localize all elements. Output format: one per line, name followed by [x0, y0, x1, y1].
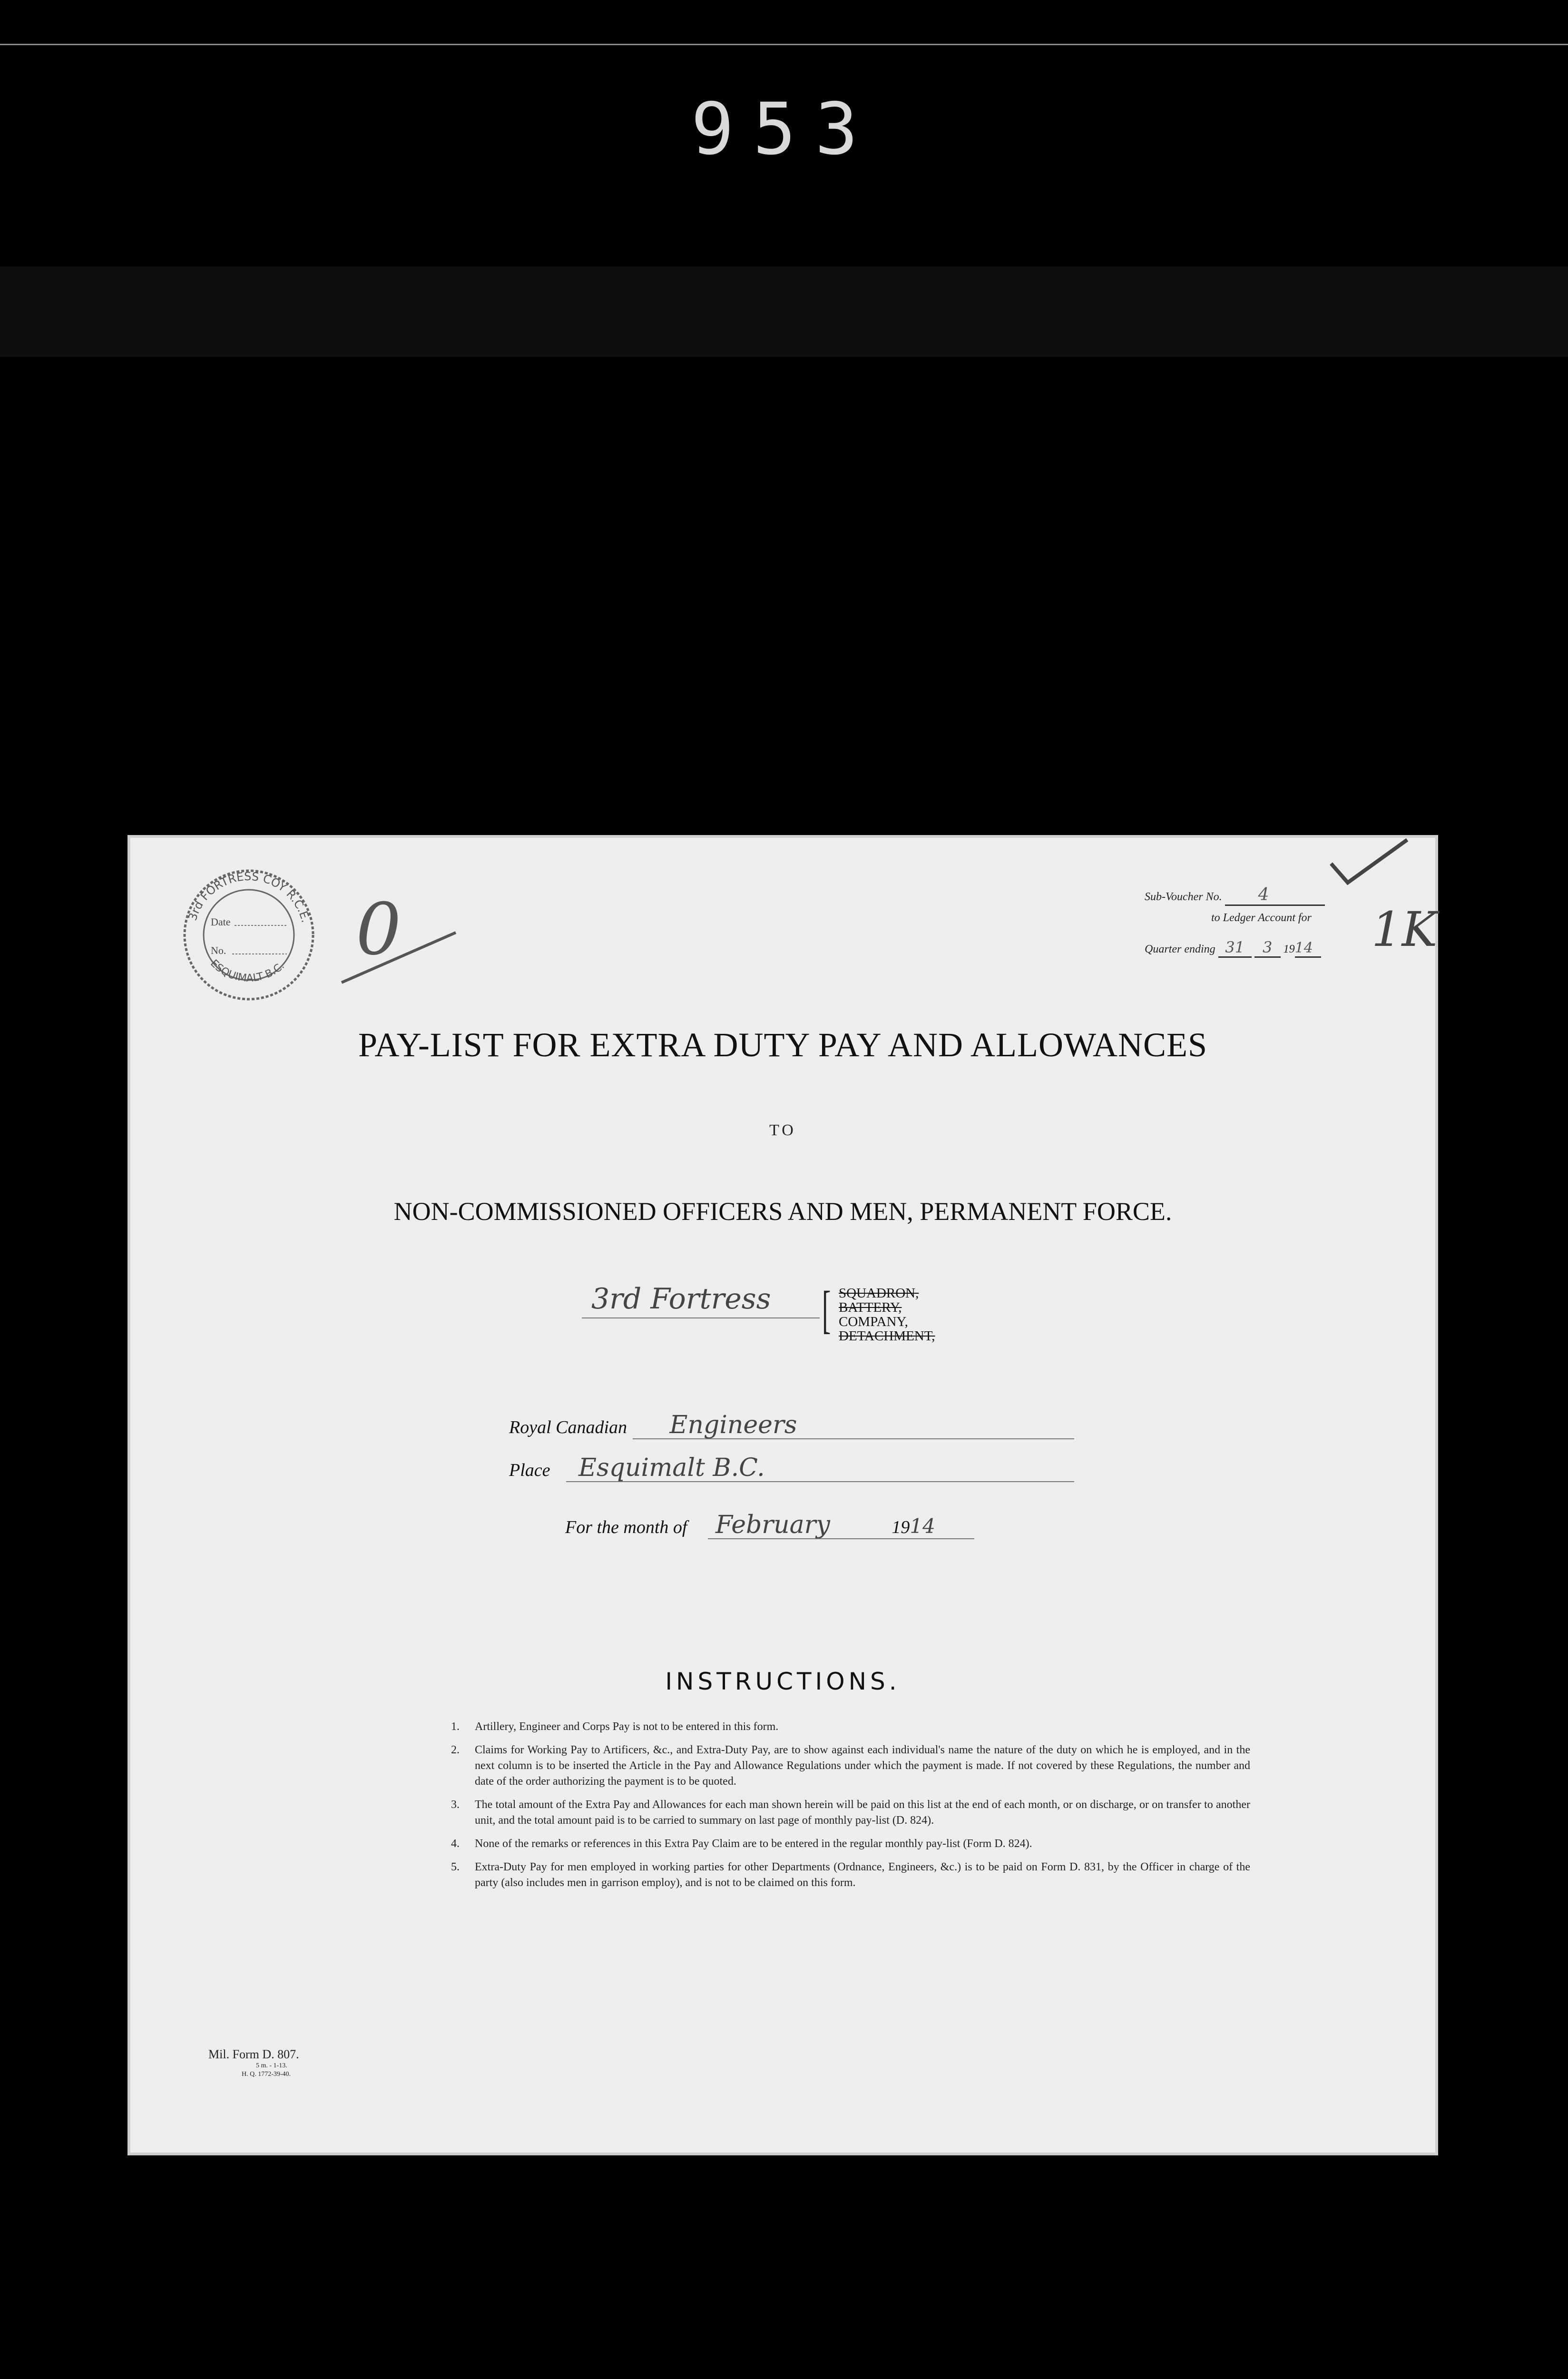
pencil-zero-text: 0	[356, 888, 402, 971]
pencil-zero-mark	[337, 883, 461, 987]
stamp-date-label: Date	[211, 916, 231, 928]
quarter-label: Quarter ending	[1145, 943, 1215, 955]
stamp-ring-text: 3rd FORTRESS COY R.C.E.	[186, 869, 313, 924]
quarter-day: 31	[1218, 938, 1252, 958]
quarter-month: 3	[1254, 938, 1281, 958]
instruction-item: 3. The total amount of the Extra Pay and Allowances for each man shown herein will be paid on this list at the end of each month, or on discharge, or on transfer to another unit, and the total amount paid is to be carried to summary on last page of monthly pay-list (D. 824).	[451, 1799, 1250, 1827]
unit-handwritten: 3rd Fortress	[591, 1282, 771, 1316]
pencil-corner-code: 1K	[1372, 902, 1438, 957]
month-label: For the month of	[565, 1517, 687, 1537]
field-month	[565, 1511, 935, 1539]
check-mark-icon	[1326, 835, 1412, 887]
unit-underline	[582, 1317, 820, 1318]
form-identifier	[208, 2047, 299, 2079]
instruction-item: 2. Claims for Working Pay to Artificers, &c., and Extra-Duty Pay, are to show against each individual's name the nature of the duty on which he is employed, and in the next column is to be inserted the Article in the Pay and Allowance Regulations under which the payment is made. If not covered by these Regulations, the number and date of the order authorizing the payment is to be quoted.	[451, 1744, 1250, 1788]
film-band	[0, 266, 1568, 357]
unit-designation	[582, 1280, 962, 1344]
unit-option-detachment: DETACHMENT,	[839, 1328, 935, 1344]
frame-number: 953	[691, 88, 877, 171]
field-place	[509, 1454, 765, 1482]
royal-canadian-value: Engineers	[669, 1411, 797, 1439]
stamp-ring-bottom: ESQUIMALT B.C.	[208, 957, 287, 984]
form-title: PAY-LIST FOR EXTRA DUTY PAY AND ALLOWANCES	[358, 1026, 1207, 1064]
place-value: Esquimalt B.C.	[578, 1454, 765, 1482]
instruction-item: 5. Extra-Duty Pay for men employed in working parties for other Departments (Ordnance, Engineers, &c.) is to be paid on Form D. 831, by the Officer in charge of the party (also includes men in garrison employ), and is not to be claimed on this form.	[451, 1861, 1250, 1889]
instruction-item: 4. None of the remarks or references in this Extra Pay Claim are to be entered in the regular monthly pay-list (Form D. 824).	[451, 1838, 1032, 1850]
month-year-prefix: 19	[892, 1517, 910, 1537]
unit-stamp	[180, 866, 318, 1004]
unit-option-battery: BATTERY,	[839, 1300, 902, 1315]
svg-text:3rd FORTRESS COY R.C.E.	[186, 870, 312, 924]
sub-voucher-label: Sub-Voucher No.	[1145, 891, 1222, 903]
instructions-heading: INSTRUCTIONS.	[665, 1668, 901, 1695]
place-label: Place	[509, 1460, 550, 1480]
voucher-block	[1145, 885, 1392, 965]
svg-text:ESQUIMALT B.C.	[208, 957, 287, 984]
instructions-list	[432, 1719, 1250, 1898]
form-title-to: TO	[769, 1121, 796, 1139]
quarter-year-prefix: 19	[1283, 943, 1295, 955]
ledger-label: to Ledger Account for	[1211, 912, 1312, 924]
form-subtitle: NON-COMMISSIONED OFFICERS AND MEN, PERMANENT FORCE.	[393, 1197, 1172, 1226]
month-value: February	[715, 1511, 830, 1539]
unit-option-squadron: SQUADRON,	[839, 1286, 919, 1301]
form-print-run: 5 m. - 1-13.	[256, 2062, 287, 2069]
instruction-item: 1. Artillery, Engineer and Corps Pay is not to be entered in this form.	[451, 1720, 779, 1733]
document-sheet	[127, 835, 1438, 2155]
film-edge-line	[0, 44, 1568, 45]
unit-brace: [	[822, 1280, 831, 1338]
stamp-no-label: No.	[211, 944, 226, 956]
unit-option-company: COMPANY,	[839, 1314, 908, 1329]
quarter-year-suffix: 14	[1295, 940, 1321, 958]
sub-voucher-value: 4	[1225, 885, 1325, 906]
field-royal-canadian	[509, 1411, 797, 1439]
royal-canadian-label: Royal Canadian	[509, 1417, 627, 1437]
form-hq-number: H. Q. 1772-39-40.	[242, 2071, 291, 2078]
form-name: Mil. Form D. 807.	[208, 2047, 299, 2061]
unit-options	[839, 1286, 935, 1343]
month-year-suffix: 14	[910, 1514, 935, 1538]
